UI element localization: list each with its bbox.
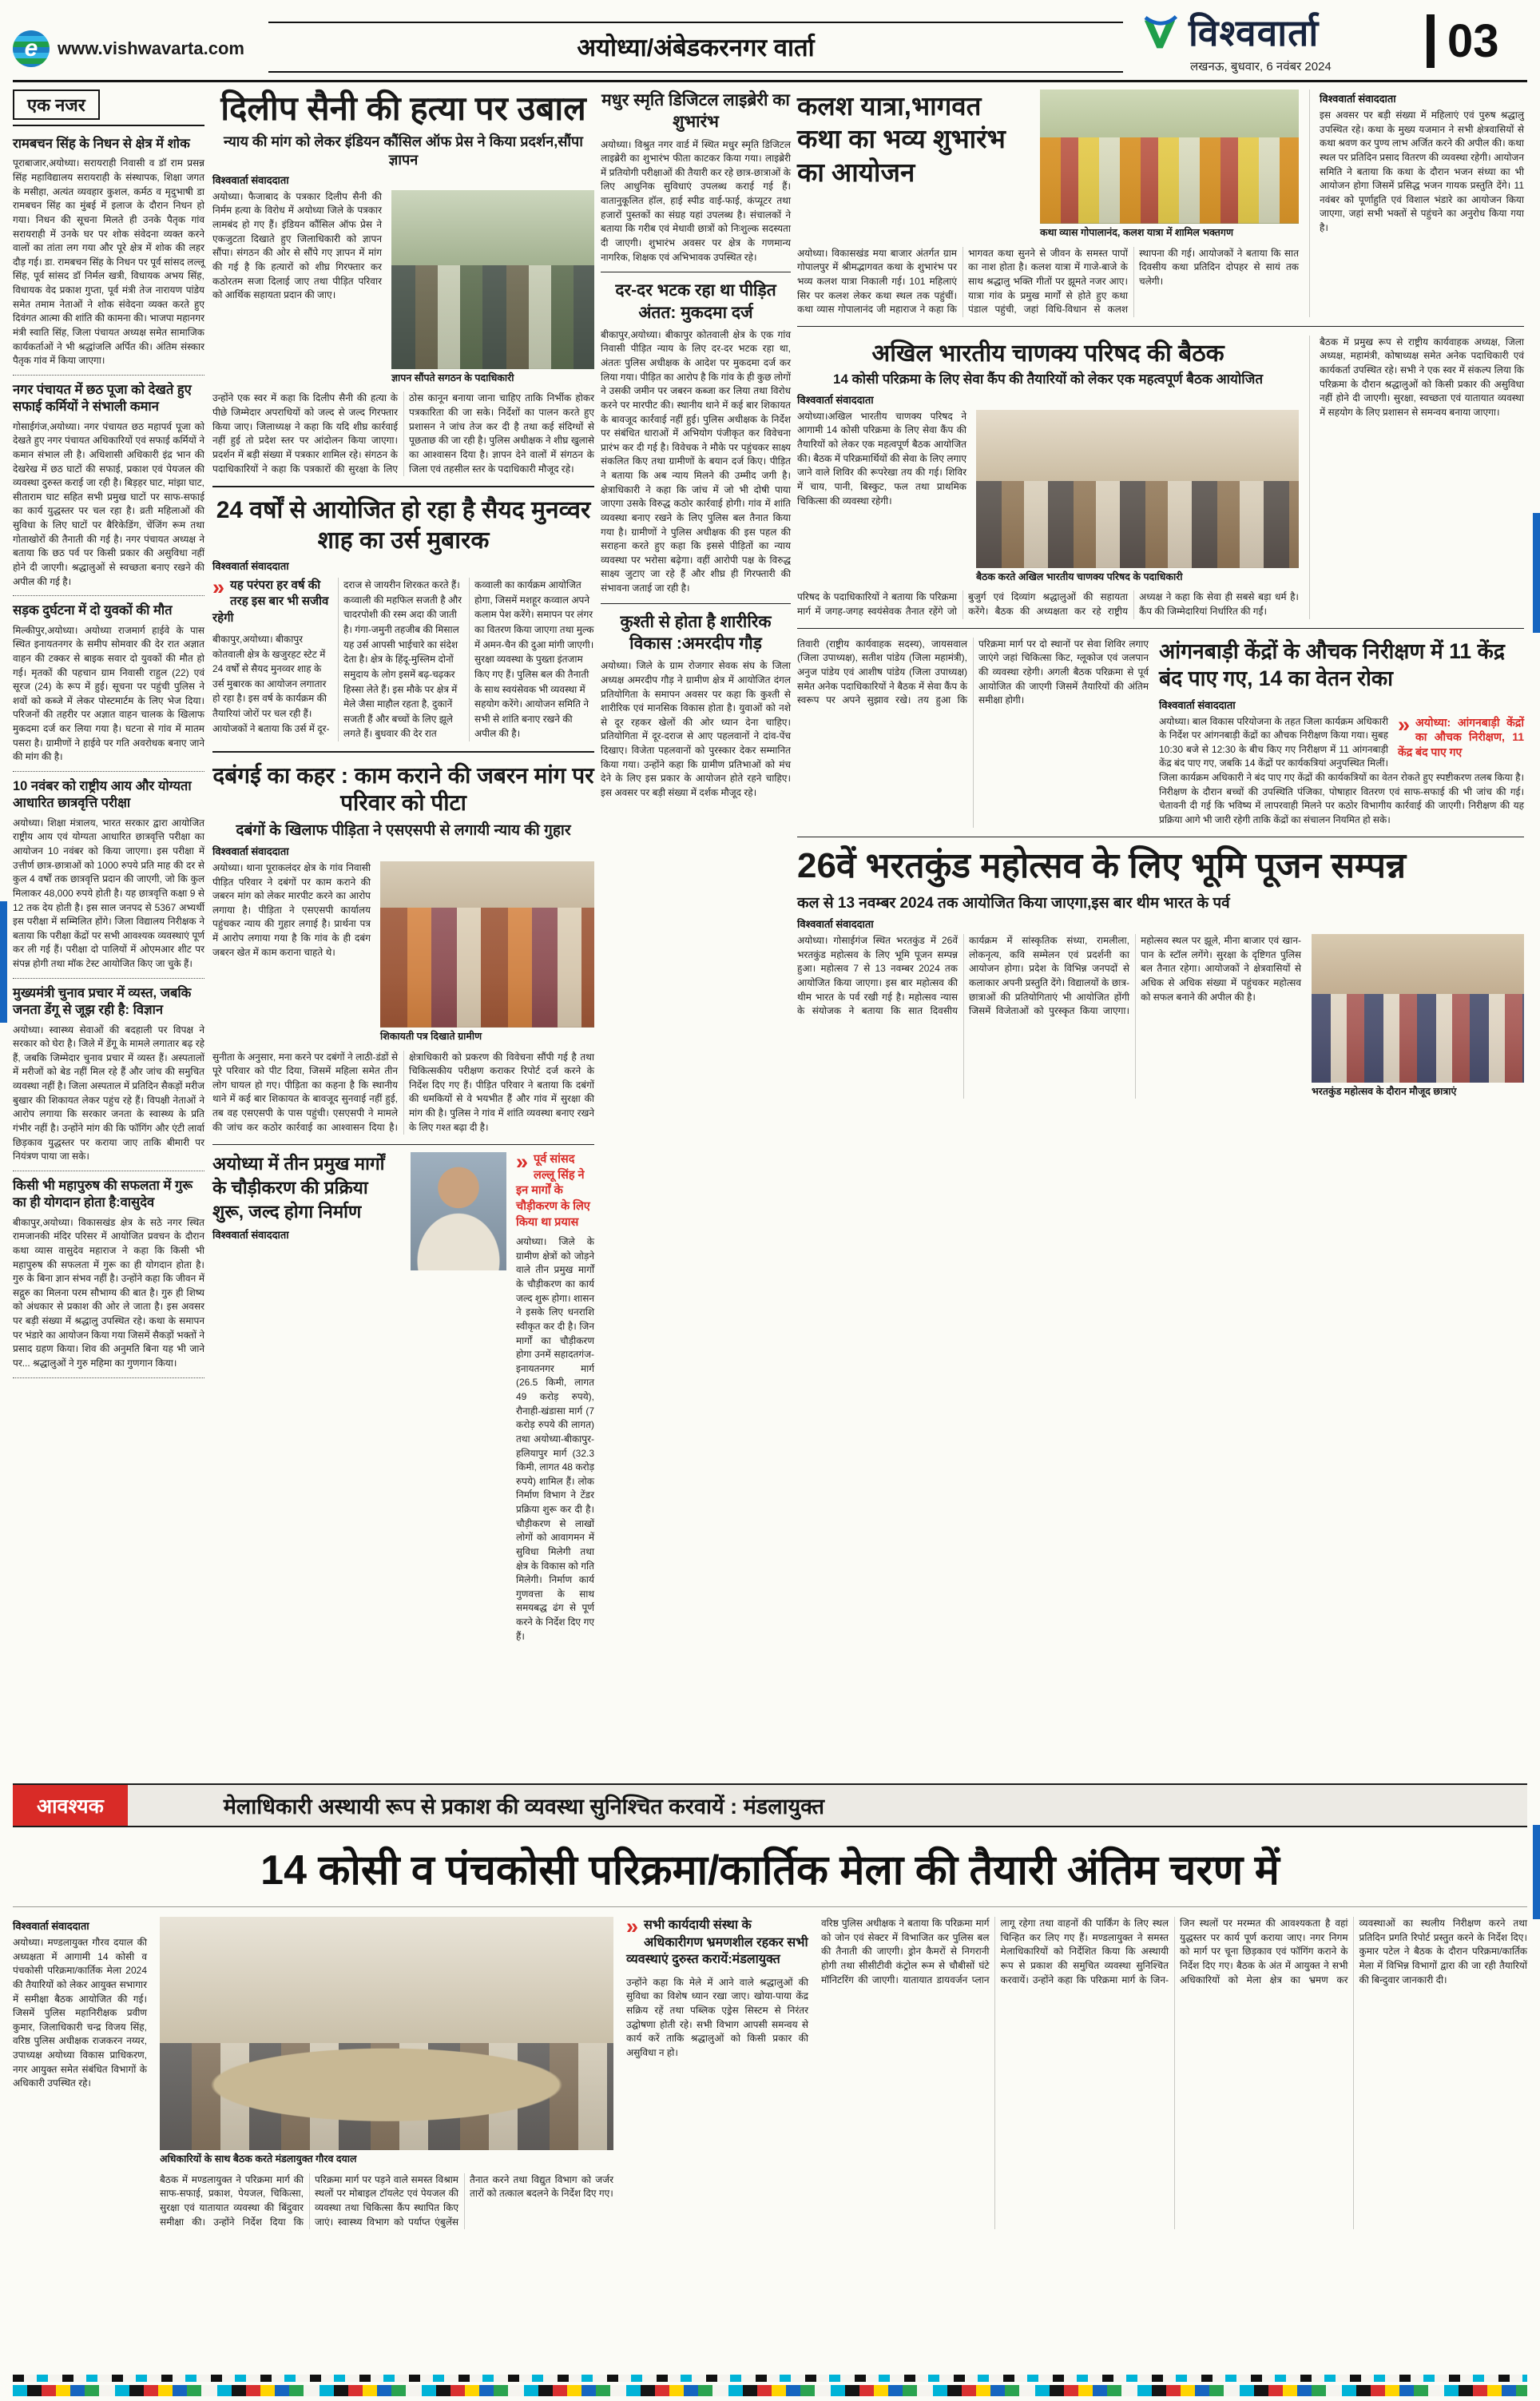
headline: 26वें भरतकुंड महोत्सव के लिए भूमि पूजन सम्पन्न xyxy=(797,845,1407,885)
notice-text: मेलाधिकारी अस्थायी रूप से प्रकाश की व्यवस्था सुनिश्चित करवायें : मंडलायुक्त xyxy=(223,1795,825,1819)
globe-e-icon: e xyxy=(13,30,50,67)
urs-story xyxy=(212,486,594,753)
mid-column xyxy=(601,89,791,815)
byline: विश्ववार्ता संवाददाता xyxy=(212,560,289,573)
brief-article xyxy=(13,979,204,1171)
article-title: किसी भी महापुरुष की सफलता में गुरू का ही योगदान होता है:वासुदेव xyxy=(13,1178,193,1210)
pull-quote-text: सभी कार्यदायी संस्था के अधिकारीगण भ्रमणशील रहकर सभी व्यवस्थाएं दुरुस्त करायें:मंडलायुक्त xyxy=(626,1918,808,1967)
bharatkund-story xyxy=(797,837,1524,1099)
story-text: बीकापुर,अयोध्या। बीकापुर कोतवाली क्षेत्र के खजुरहट स्टेट में 24 वर्षों से सैयद मुनव्वर शाह के उर्स मुबारक का आयोजन लगातार हो रहा है। इस वर्ष के कार्यक्रम की तैयारियां जोरों पर चल रही हैं। आयोजकों ने बताया कि उर्स में दूर-दराज से जायरीन शिरकत करते हैं। कव्वाली की महफिल सजती है और चादरपोशी की रस्म अदा की जाती है। गंगा-जमुनी तहजीब की मिसाल यह उर्स आपसी भाईचारे का संदेश देता है। क्षेत्र के हिंदू-मुस्लिम दोनों समुदाय के लोग इसमें बढ़-चढ़कर हिस्सा लेते हैं। इस मौके पर क्षेत्र में मेले जैसा माहौल रहता है, दुकानें सजती हैं और बच्चों के लिए झूले लगते हैं। बुधवार की देर रात कव्वाली का कार्यक्रम आयोजित होगा, जिसमें मशहूर कव्वाल अपने कलाम पेश करेंगे। समापन पर लंगर का वितरण किया जाएगा तथा मुल्क में अमन-चैन की दुआ मांगी जाएगी। सुरक्षा व्यवस्था के पुख्ता इंतजाम किए गए हैं। पुलिस बल की तैनाती के साथ स्वयंसेवक भी व्यवस्था में सहयोग करेंगे। आयोजन समिति ने सभी से शांति बनाए रखने की अपील की है। xyxy=(212,579,594,740)
brief-article xyxy=(13,1171,204,1378)
highlight-text xyxy=(516,1152,594,1230)
byline: विश्ववार्ता संवाददाता xyxy=(1320,93,1396,105)
story-body-continued: परिषद के पदाधिकारियों ने बताया कि परिक्रमा मार्ग में जगह-जगह स्वयंसेवक तैनात रहेंगे जो बुजुर्ग एवं दिव्यांग श्रद्धालुओं की सहायता करेंगे। बैठक की अध्यक्षता कर रहे राष्ट्रीय अध्यक्ष ने कहा कि सेवा ही सबसे बड़ा धर्म है। कैंप की जिम्मेदारियां निर्धारित की गईं। xyxy=(797,591,1299,618)
photo-caption: बैठक करते अखिल भारतीय चाणक्य परिषद के पदाधिकारी xyxy=(976,570,1183,582)
story-photo-figure xyxy=(1040,89,1299,240)
story-body-continued: उन्होंने एक स्वर में कहा कि दिलीप सैनी की हत्या के पीछे जिम्मेदार अपराधियों को जल्द से जल्द गिरफ्तार किया जाए। जिलाध्यक्ष ने कहा कि यदि शीघ्र कार्रवाई नहीं हुई तो प्रदेश स्तर पर आंदोलन किया जाएगा। प्रदर्शन में बड़ी संख्या में पत्रकार शामिल रहे। संगठन के पदाधिकारियों ने कहा कि पत्रकारों की सुरक्षा के लिए ठोस कानून बनाया जाना चाहिए ताकि निर्भीक होकर पत्रकारिता की जा सके। निर्देशों का पालन करते हुए प्रशासन ने जांच तेज कर दी है तथा कई संदिग्धों से पूछताछ की जा रही है। पुलिस अधीक्षक ने शीघ्र खुलासे का आश्वासन दिया है। ज्ञापन देने वालों में संगठन के जिला एवं तहसील स्तर के पदाधिकारी मौजूद रहे। xyxy=(212,392,594,475)
story-photo-figure xyxy=(411,1152,506,1644)
pull-quote xyxy=(212,575,332,626)
article-title: नगर पंचायत में छठ पूजा को देखते हुए सफाई कर्मियों ने संभाली कमान xyxy=(13,382,192,415)
story-body-wrap xyxy=(1159,712,1524,828)
article-body: मिल्कीपुर,अयोध्या। अयोध्या राजमार्ग हाईवे के पास स्थित इनायतनगर के समीप सोमवार की देर रात अज्ञात वाहन की टक्कर से बाइक सवार दो युवकों की मौत हो गई। मृतकों की पहचान ग्राम निवासी राहुल (22) एवं सूरज (24) के रूप में हुई। सूचना पर पहुंची पुलिस ने शवों को कब्जे में लेकर पोस्टमार्टम के लिए भेज दिया। परिजनों की तहरीर पर अज्ञात वाहन चालक के खिलाफ मुकदमा दर्ज कर लिया गया है। घटना से गांव में मातम पसरा है। ग्रामीणों ने हाईवे पर गति अवरोधक बनाए जाने की मांग की है। xyxy=(13,624,204,763)
commissioner-meeting-photo xyxy=(160,1917,613,2150)
story-body-continued: सुनीता के अनुसार, मना करने पर दबंगों ने लाठी-डंडों से पूरे परिवार को पीट दिया, जिसमें महिला समेत तीन लोग घायल हो गए। पीड़िता का कहना है कि स्थानीय थाने में कई बार शिकायत के बावजूद सुनवाई नहीं हुई, तब वह एसएसपी के पास पहुंची। एसएसपी ने मामले की जांच कर कठोर कार्रवाई का आश्वासन दिया है। क्षेत्राधिकारी को प्रकरण की विवेचना सौंपी गई है तथा चिकित्सकीय परीक्षण कराकर रिपोर्ट दर्ज करने के निर्देश दिए गए हैं। पीड़ित परिवार ने बताया कि दबंगों की धमकियों से वे भयभीत हैं और गांव में सुरक्षा की मांग की है। पुलिस ने गांव में शांति व्यवस्था बनाए रखने के लिए गश्त बढ़ा दी है। xyxy=(212,1051,594,1133)
section-rule xyxy=(13,125,204,126)
paper-name: विश्ववार्ता xyxy=(1189,12,1320,54)
byline: विश्ववार्ता संवाददाता xyxy=(797,393,874,406)
pull-quote xyxy=(1398,712,1524,761)
kalash-yatra-story xyxy=(797,89,1524,327)
headline: कलश यात्रा,भागवत कथा का भव्य शुभारंभ का आयोजन xyxy=(797,91,1006,187)
pull-quote-icon: » xyxy=(1398,712,1411,737)
site-brand xyxy=(13,30,252,77)
headline: अखिल भारतीय चाणक्य परिषद की बैठक xyxy=(871,340,1224,367)
photo-caption: भरतकुंड महोत्सव के दौरान मौजूद छात्राएं xyxy=(1312,1086,1457,1098)
headline: दिलीप सैनी की हत्या पर उबाल xyxy=(220,89,586,127)
print-edge-mark xyxy=(0,901,7,1023)
story-body-continued: इस अवसर पर बड़ी संख्या में महिलाएं एवं पुरुष श्रद्धालु उपस्थित रहे। कथा के मुख्य यजमान ने सभी क्षेत्रवासियों से कथा श्रवण कर पुण्य लाभ अर्जित करने की अपील की। कथा स्थल पर प्रतिदिन प्रसाद वितरण की व्यवस्था रहेगी। आयोजन समिति ने बताया कि कथा के दौरान भजन संध्या का भी आयोजन होगा जिसमें प्रसिद्ध भजन गायक प्रस्तुति देंगे। 11 नवंबर को पूर्णाहुति एवं विशाल भंडारे का आयोजन किया जाएगा, जहां सभी भक्तों से पहुंचने का अनुरोध किया गया है। xyxy=(1320,109,1524,233)
assault-story xyxy=(212,762,594,1135)
road-widening-story xyxy=(212,1144,594,1644)
lead-story xyxy=(212,89,594,476)
article-body: बीकापुर,अयोध्या। विकासखंड क्षेत्र के सठे नगर स्थित रामजानकी मंदिर परिसर में आयोजित प्रवचन के दौरान कथा व्यास वासुदेव महाराज ने कहा कि किसी भी महापुरुष की सफलता में गुरू का ही योगदान होता है। गुरु के बिना ज्ञान संभव नहीं है। उन्होंने कहा कि जीवन में सद्गुरु का मिलना परम सौभाग्य की बात है। गुरु ही शिष्य को अंधकार से प्रकाश की ओर ले जाता है। इस अवसर पर बड़ी संख्या में श्रद्धालु उपस्थित रहे। कथा के समापन पर भंडारे का आयोजन किया गया जिसमें सैकड़ों भक्तों ने प्रसाद ग्रहण किया। शिव की अनुमति बिना यह भी जाने पर... श्रद्धालुओं ने गुरु महिमा का गुणगान किया। xyxy=(13,1216,204,1369)
mela-quote-column xyxy=(626,1914,808,2229)
chanakya-meeting-story xyxy=(797,327,1524,629)
story-body: अयोध्या। मण्डलायुक्त गौरव दयाल की अध्यक्षता में आगामी 14 कोसी व पंचकोसी परिक्रमा/कार्तिक मेला 2024 की तैयारियों को लेकर आयुक्त सभागार में समीक्षा बैठक आयोजित की गई। जिसमें पुलिस महानिरीक्षक प्रवीण कुमार, जिलाधिकारी चन्द्र विजय सिंह, वरिष्ठ पुलिस अधीक्षक राजकरन नय्यर, उपाध्यक्ष अयोध्या विकास प्राधिकरण, नगर आयुक्त समेत संबंधित विभागों के अधिकारी उपस्थित रहे। xyxy=(13,1937,147,2089)
brief-article xyxy=(13,596,204,772)
meeting-photo xyxy=(976,410,1299,568)
brief-article xyxy=(13,129,204,376)
story-body: अयोध्या। बाल विकास परियोजना के तहत जिला कार्यक्रम अधिकारी के निर्देश पर आंगनबाड़ी केंद्रों का औचक निरीक्षण किया गया। सुबह 10:30 बजे से 12:30 के बीच किए गए निरीक्षण में 11 आंगनबाड़ी केंद्र बंद पाए गए, जबकि 14 केंद्रों पर कार्यकत्रियां अनुपस्थित मिलीं। जिला कार्यक्रम अधिकारी ने बंद पाए गए केंद्रों की कार्यकत्रियों का वेतन रोकते हुए स्पष्टीकरण तलब किया है। निरीक्षण के दौरान बच्चों की उपस्थिति पंजिका, पोषाहार वितरण एवं साफ-सफाई की भी जांच की गई। चेतावनी दी गई कि भविष्य में लापरवाही मिलने पर कठोर विभागीय कार्रवाई की जाएगी। निरीक्षण की यह प्रक्रिया आगे भी जारी रहेगी ताकि केंद्रों का संचालन नियमित हो सके। xyxy=(1159,715,1524,825)
right-band xyxy=(797,89,1524,1099)
subheadline: कल से 13 नवम्बर 2024 तक आयोजित किया जाएगा,इस बार थीम भारत के पर्व xyxy=(797,895,1230,912)
brief-article xyxy=(13,376,204,596)
victim-family-photo xyxy=(380,861,594,1028)
story-body: अयोध्या। विश्रुत नगर वार्ड में स्थित मधुर स्मृति डिजिटल लाइब्रेरी का शुभारंभ फीता काटकर किया गया। लाइब्रेरी में प्रतियोगी परीक्षाओं की तैयारी कर रहे छात्र-छात्राओं के लिए आधुनिक सुविधाएं उपलब्ध कराई गई हैं। वातानुकूलित हॉल, हाई स्पीड वाई-फाई, कंप्यूटर तथा हजारों पुस्तकों का संग्रह यहां उपलब्ध है। संचालकों ने बताया कि गरीब एवं मेधावी छात्रों को निःशुल्क सदस्यता दी जाएगी। शुभारंभ अवसर पर क्षेत्र के गणमान्य नागरिक, शिक्षक एवं अभिभावक उपस्थित रहे। xyxy=(601,138,791,263)
edition-dateline: लखनऊ, बुधवार, 6 नवंबर 2024 xyxy=(1190,60,1332,74)
article-body: अयोध्या। स्वास्थ्य सेवाओं की बदहाली पर विपक्ष ने सरकार को घेरा है। जिले में डेंगू के मामले लगातार बढ़ रहे हैं, जबकि जिम्मेदार चुनाव प्रचार में व्यस्त हैं। अस्पतालों में मरीजों को बेड नहीं मिल रहे हैं और जांच की समुचित व्यवस्था नहीं है। जिला अस्पताल में प्रतिदिन सैकड़ों मरीज बुखार की शिकायत लेकर पहुंच रहे हैं। विपक्षी नेताओं ने आरोप लगाया कि सरकार जनता के स्वास्थ्य के प्रति गंभीर नहीं है। उन्होंने मांग की कि फॉगिंग और एंटी लार्वा छिड़काव युद्धस्तर पर कराया जाए ताकि बीमारी पर नियंत्रण पाया जा सके। xyxy=(13,1024,204,1163)
banner-headline: 14 कोसी व पंचकोसी परिक्रमा/कार्तिक मेला की तैयारी अंतिम चरण में xyxy=(260,1847,1280,1894)
masthead xyxy=(1139,7,1411,74)
article-body: अयोध्या। शिक्षा मंत्रालय, भारत सरकार द्वारा आयोजित राष्ट्रीय आय एवं योग्यता आधारित छात्रवृत्ति परीक्षा का आयोजन 10 नवंबर को किया जाएगा। इस परीक्षा में उत्तीर्ण छात्र-छात्राओं को 1000 रुपये प्रति माह की दर से कुल 4 वर्षों तक छात्रवृत्ति प्रदान की जाएगी, जो कि कुल मिलाकर 48,000 रुपये होती है। यह छात्रवृत्ति कक्षा 9 से 12 तक देय होती है। इस साल जनपद से 5367 अभ्यर्थी इस परीक्षा में सम्मिलित होंगे। जिला विद्यालय निरीक्षक ने बताया कि परीक्षा केंद्रों पर सभी आवश्यक व्यवस्थाएं पूर्ण कर ली गई हैं। परीक्षा दो पालियों में ओएमआर शीट पर संपन्न होगी तथा मॉक टेस्ट आयोजित किए जा चुके हैं। xyxy=(13,817,204,969)
pull-quote-text: अयोध्या: आंगनबाड़ी केंद्रों का औचक निरीक्षण, 11 केंद्र बंद पाए गए xyxy=(1398,715,1524,759)
headline: अयोध्या में तीन प्रमुख मार्गों के चौड़ीकरण की प्रक्रिया शुरू, जल्द होगा निर्माण xyxy=(212,1154,385,1222)
story-body: अयोध्या। विकासखंड मया बाजार अंतर्गत ग्राम गोपालपुर में श्रीमद्भागवत कथा के शुभारंभ पर भव्य कलश यात्रा निकाली गई। 101 महिलाएं सिर पर कलश लेकर कथा स्थल तक पहुंचीं। कथा व्यास गोपालानंद जी महाराज ने कहा कि भागवत कथा सुनने से जीवन के समस्त पापों का नाश होता है। कलश यात्रा में गाजे-बाजे के साथ श्रद्धालु भक्ति गीतों पर झूमते नजर आए। यात्रा गांव के प्रमुख मार्गों से होते हुए कथा पंडाल पहुंची, जहां विधि-विधान से कलश स्थापना की गई। आयोजकों ने बताया कि सात दिवसीय कथा प्रतिदिन दोपहर से सायं तक चलेगी। xyxy=(797,247,1299,316)
story-photo-figure xyxy=(976,410,1299,584)
story-body-continued: वरिष्ठ पुलिस अधीक्षक ने बताया कि परिक्रमा मार्ग को जोन एवं सेक्टर में विभाजित कर पुलिस बल की तैनाती की जाएगी। ड्रोन कैमरों से निगरानी होगी तथा सीसीटीवी कंट्रोल रूम से चौबीसों घंटे मॉनिटरिंग की जाएगी। यातायात डायवर्जन प्लान लागू रहेगा तथा वाहनों की पार्किंग के लिए स्थल चिन्हित कर लिए गए हैं। मण्डलायुक्त ने समस्त मेलाधिकारियों को निर्देशित किया कि अस्थायी रूप से प्रकाश की समुचित व्यवस्था सुनिश्चित करवायें। उन्होंने कहा कि परिक्रमा मार्ग के जिन-जिन स्थलों पर मरम्मत की आवश्यकता है वहां युद्धस्तर पर कार्य पूर्ण कराया जाए। नगर निगम को मार्ग पर चूना छिड़काव एवं फॉगिंग कराने के निर्देश दिए गए। बैठक के अंत में आयुक्त ने सभी अधिकारियों को मेला क्षेत्र का भ्रमण कर व्यवस्थाओं का स्थलीय निरीक्षण करने तथा प्रतिदिन प्रगति रिपोर्ट प्रस्तुत करने के निर्देश दिए। कुमार पटेल ने बैठक के दौरान परिक्रमा/कार्तिक मेला में विभिन्न विभागों द्वारा की जा रही तैयारियों की बिन्दुवार जानकारी दी। xyxy=(821,1918,1527,1986)
story-body: बीकापुर,अयोध्या। बीकापुर कोतवाली क्षेत्र के एक गांव निवासी पीड़ित न्याय के लिए दर-दर भटक रहा था, अंततः पुलिस अधीक्षक के आदेश पर मुकदमा दर्ज कर लिया गया। पीड़ित का आरोप है कि गांव के ही कुछ लोगों ने उसकी जमीन पर जबरन कब्जा कर लिया तथा विरोध करने पर मारपीट की। स्थानीय थाने में कई बार शिकायत के बावजूद कार्रवाई नहीं हुई। पुलिस अधीक्षक के निर्देश पर संबंधित धाराओं में अभियोग पंजीकृत कर विवेचना प्रारंभ कर दी गई है। विवेचक ने मौके पर पहुंचकर साक्ष्य संकलित किए तथा ग्रामीणों के बयान दर्ज किए। पीड़ित ने बताया कि अब न्याय मिलने की उम्मीद जगी है। क्षेत्राधिकारी ने कहा कि जांच में जो भी दोषी पाया जाएगा उसके विरुद्ध कठोर कार्रवाई होगी। गांव में शांति व्यवस्था बनाए रखने के लिए पुलिस बल तैनात किया गया है। ग्रामीणों ने पुलिस अधीक्षक की इस पहल की सराहना करते हुए कहा कि इससे पीड़ितों का न्याय व्यवस्था पर भरोसा बढ़ेगा। वहीं आरोपी पक्ष के विरुद्ध साक्ष्य जुटाए जा रहे हैं और शीघ्र ही गिरफ्तारी की संभावना जताई जा रही है। xyxy=(601,328,791,594)
byline: विश्ववार्ता संवाददाता xyxy=(1159,698,1236,711)
mela-photo-column xyxy=(160,1917,613,2229)
story-photo-figure xyxy=(160,1917,613,2166)
section-banner: अयोध्या/अंबेडकरनगर वार्ता xyxy=(268,22,1123,73)
photo-caption: कथा व्यास गोपालानंद, कलश यात्रा में शामिल भक्तगण xyxy=(1040,227,1234,238)
page-header xyxy=(13,5,1527,77)
section-label: एक नजर xyxy=(13,89,100,120)
one-glance-column xyxy=(13,89,204,1378)
headline: 24 वर्षों से आयोजित हो रहा है सैयद मुनव्वर शाह का उर्स मुबारक xyxy=(216,497,591,554)
brief-article xyxy=(13,772,204,979)
story-body: उन्होंने कहा कि मेले में आने वाले श्रद्धालुओं की सुविधा का विशेष ध्यान रखा जाए। खोया-पाया केंद्र सक्रिय रहें तथा पब्लिक एड्रेस सिस्टम से निरंतर उद्घोषणा होती रहे। सभी विभाग आपसी समन्वय से कार्य करें ताकि श्रद्धालुओं को किसी प्रकार की असुविधा न हो। xyxy=(626,1976,808,2058)
site-url[interactable]: www.vishwavarta.com xyxy=(58,38,244,58)
print-color-strip xyxy=(13,2375,1527,2382)
header-rule xyxy=(13,80,1527,82)
article-body: पूराबाजार,अयोध्या। सरायराही निवासी व डॉ राम प्रसन्न सिंह महाविद्यालय सरायराही के संस्थापक, शिक्षा जगत के मसीहा, अत्यंत व्यवहार कुशल, कर्मठ व मृदुभाषी डा रामबचन सिंह का मुंबई में इलाज के दौरान निधन हो गया। निधन की सूचना मिलते ही उनके पैतृक गांव सरायराही में उनके घर पर शोक संवेदना व्यक्त करने वालों का तांता लग गया और पूरे क्षेत्र में शोक की लहर दौड़ गई। डा. रामबचन सिंह के निधन पर पूर्व सांसद लल्लू सिंह, पूर्व सांसद डॉ निर्मल खत्री, विधायक अभय सिंह, विधायक वेद प्रकाश गुप्ता, पूर्व मंत्री तेज नारायण पांडेय समेत तमाम नेताओं ने शोक संवेदना व्यक्त करते हुए दिवंगत आत्मा की शांति की कामना की। भाजपा महानगर मंत्री स्वाति सिंह, जिला पंचायत अध्यक्ष समेत सामाजिक कार्यकर्ताओं ने भी श्रद्धांजलि अर्पित की। अंतिम संस्कार पैतृक गांव में किया जाएगा। xyxy=(13,157,204,367)
headline: दर-दर भटक रहा था पीड़ित अंतत: मुकदमा दर्ज xyxy=(615,281,776,322)
story-side-column xyxy=(1309,89,1524,317)
pull-quote-icon: » xyxy=(626,1914,639,1938)
photo-caption: शिकायती पत्र दिखाते ग्रामीण xyxy=(380,1030,482,1042)
anganwadi-row xyxy=(797,629,1524,837)
subheadline: दबंगों के खिलाफ पीड़िता ने एसएसपी से लगायी न्याय की गुहार xyxy=(236,822,571,840)
subheadline: 14 कोसी परिक्रमा के लिए सेवा कैंप की तैयारियों को लेकर एक महत्वपूर्ण बैठक आयोजित xyxy=(832,371,1264,387)
procession-photo xyxy=(1040,89,1299,224)
article-title: 10 नवंबर को राष्ट्रीय आय और योग्यता आधारित छात्रवृत्ति परीक्षा xyxy=(13,778,192,811)
mela-lead-column xyxy=(13,1917,147,2229)
story-photo-figure xyxy=(380,861,594,1043)
masthead-v-icon xyxy=(1139,13,1181,51)
photo-caption: अधिकारियों के साथ बैठक करते मंडलायुक्त गौरव दयाल xyxy=(160,2153,357,2164)
headline: मधुर स्मृति डिजिटल लाइब्रेरी का शुभारंभ xyxy=(601,91,790,132)
byline: विश्ववार्ता संवाददाता xyxy=(212,1229,289,1242)
headline: कुश्ती से होता है शारीरिक विकास :अमरदीप गौड़ xyxy=(620,612,772,653)
students-photo xyxy=(1312,934,1524,1083)
article-body: गोसाईगंज,अयोध्या। नगर पंचायत छठ महापर्व पूजा को देखते हुए नगर पंचायत अधिकारियों एवं सफाई कर्मियों ने कमान संभाल ली है। अधिशासी अधिकारी इंद्र भान की देखरेख में छठ घाटों की सफाई, प्रकाश एवं पेयजल की व्यवस्था दुरुस्त कराई जा रही है। बिड़हर घाट, मांझा घाट, सीताराम घाट सहित सभी प्रमुख घाटों पर साफ-सफाई का कार्य युद्धस्तर पर चल रहा है। व्रती महिलाओं की सुविधा के लिए घाटों पर बैरिकेडिंग, चेंजिंग रूम तथा गोताखोरों की तैनाती की गई है। नगर पंचायत अध्यक्ष ने बताया कि छठ पर्व पर किसी प्रकार की असुविधा नहीं होने दी जाएगी। श्रद्धालुओं से स्वच्छता बनाए रखने की अपील की गई है। xyxy=(13,420,204,587)
story-body xyxy=(212,575,594,741)
pull-quote-icon: » xyxy=(516,1150,529,1175)
article-title: रामबचन सिंह के निधन से क्षेत्र में शोक xyxy=(13,137,190,151)
story-body: अयोध्या। फैजाबाद के पत्रकार दिलीप सैनी की निर्मम हत्या के विरोध में अयोध्या जिले के पत्रकार लामबंद हो गए हैं। इंडियन कौंसिल ऑफ प्रेस ने एकजुटता दिखाते हुए जिलाधिकारी को ज्ञापन सौंपा। संगठन की ओर से सौंपे गए ज्ञापन में मांग की गई है कि हत्यारों को शीघ्र गिरफ्तार कर कठोरतम सजा दिलाई जाए तथा पीड़ित परिवार को आर्थिक सहायता प्रदान की जाए। xyxy=(212,190,382,301)
pull-quote xyxy=(626,1914,808,1969)
story-body: अयोध्या। जिले के ग्रामीण क्षेत्रों को जोड़ने वाले तीन प्रमुख मार्गों के चौड़ीकरण का कार्य जल्द शुरू होगा। शासन ने इसके लिए धनराशि स्वीकृत कर दी है। जिन मार्गों का चौड़ीकरण होगा उनमें सहादतगंज-इनायतनगर मार्ग (26.5 किमी, लागत 49 करोड़ रुपये), रौनाही-खंडासा मार्ग (7 करोड़ रुपये की लागत) तथा अयोध्या-बीकापुर-हलियापुर मार्ग (32.3 किमी, लागत 48 करोड़ रुपये) शामिल हैं। लोक निर्माण विभाग ने टेंडर प्रक्रिया शुरू कर दी है। चौड़ीकरण से लाखों लोगों को आवागमन में सुविधा मिलेगी तथा क्षेत्र के विकास को गति मिलेगी। निर्माण कार्य गुणवत्ता के साथ समयबद्ध ढंग से पूर्ण करने के निर्देश दिए गए हैं। xyxy=(516,1236,594,1642)
page-number: 03 xyxy=(1427,14,1527,68)
byline: विश्ववार्ता संवाददाता xyxy=(13,1920,89,1932)
memorandum-photo xyxy=(391,190,594,369)
article-title: मुख्यमंत्री चुनाव प्रचार में व्यस्त, जबकि जनता डेंगू से जूझ रही है: विज्ञान xyxy=(13,985,192,1018)
story-side-column xyxy=(1309,336,1524,619)
chanakya-continued: तिवारी (राष्ट्रीय कार्यवाहक सदस्य), जायसवाल (जिला उपाध्यक्ष), सतीश पांडेय (जिला महामंत्री), अनुज पांडेय एवं आशीष पांडेय (जिला उपाध्यक्ष) समेत अनेक पदाधिकारियों ने बैठक में सेवा कैंप के स्वरूप पर अपने सुझाव रखे। तय हुआ कि परिक्रमा मार्ग पर दो स्थानों पर सेवा शिविर लगाए जाएंगे जहां चिकित्सा किट, ग्लूकोज एवं जलपान की व्यवस्था रहेगी। अगली बैठक परिक्रमा से पूर्व आयोजित की जाएगी जिसमें तैयारियों की अंतिम समीक्षा होगी। xyxy=(797,638,1149,706)
story-body: अयोध्या। थाना पूराकलंदर क्षेत्र के गांव निवासी पीड़ित परिवार ने दबंगों पर काम कराने की जबरन मांग को लेकर मारपीट करने का आरोप लगाया है। पीड़िता ने एसएसपी कार्यालय पहुंचकर न्याय की गुहार लगाई है। प्रार्थना पत्र में आरोप लगाया गया है कि गांव के ही दबंग जबरन खेत में काम कराना चाहते थे। xyxy=(212,861,371,958)
print-color-strip xyxy=(13,2385,1527,2396)
leader-portrait-photo xyxy=(411,1152,506,1270)
story-body: अयोध्या।अखिल भारतीय चाणक्य परिषद ने आगामी 14 कोसी परिक्रमा के लिए सेवा कैंप की तैयारियों को लेकर एक महत्वपूर्ण बैठक आयोजित की। बैठक में परिक्रमार्थियों की सेवा के लिए लगाए जाने वाले शिविर की रूपरेखा तय की गई। शिविर में चाय, पानी, बिस्कुट, फल तथा प्राथमिक चिकित्सा की व्यवस्था रहेगी। xyxy=(797,410,966,507)
print-edge-mark xyxy=(1533,1825,1540,1919)
story-body-continued: बैठक में मण्डलायुक्त ने परिक्रमा मार्ग की साफ-सफाई, प्रकाश, पेयजल, चिकित्सा, सुरक्षा एवं यातायात व्यवस्था की बिंदुवार समीक्षा की। उन्होंने निर्देश दिया कि परिक्रमा मार्ग पर पड़ने वाले समस्त विश्राम स्थलों पर मोबाइल टॉयलेट एवं पेयजल की व्यवस्था तथा चिकित्सा कैंप स्थापित किए जाएं। स्वास्थ्य विभाग को पर्याप्त एंबुलेंस तैनात करने तथा विद्युत विभाग को जर्जर तारों को तत्काल बदलने के निर्देश दिए गए। xyxy=(160,2173,613,2228)
headline: दबंगई का कहर : काम कराने की जबरन मांग पर परिवार को पीटा xyxy=(212,763,594,815)
subheadline: न्याय की मांग को लेकर इंडियन कौंसिल ऑफ प्रेस ने किया प्रदर्शन,सौंपा ज्ञापन xyxy=(224,133,583,169)
story-body: अयोध्या। गोसाईगंज स्थित भरतकुंड में 26वें भरतकुंड महोत्सव के लिए भूमि पूजन सम्पन्न हुआ। महोत्सव 7 से 13 नवम्बर 2024 तक आयोजित किया जाएगा। इस बार महोत्सव की थीम भारत के पर्व रखी गई है। महोत्सव न्यास के संयोजक ने बताया कि सात दिवसीय कार्यक्रम में सांस्कृतिक संध्या, रामलीला, लोकनृत्य, कवि सम्मेलन एवं प्रदर्शनी का आयोजन होगा। प्रदेश के विभिन्न जनपदों से कलाकार अपनी प्रस्तुति देंगे। विद्यालयों के छात्र-छात्राओं की प्रतियोगिताएं भी आयोजित होंगी जिसमें विजेताओं को पुरस्कृत किया जाएगा। महोत्सव स्थल पर झूले, मीना बाजार एवं खान-पान के स्टॉल लगेंगे। सुरक्षा के दृष्टिगत पुलिस बल तैनात रहेगा। आयोजकों ने क्षेत्रवासियों से अधिक से अधिक संख्या में पहुंचकर महोत्सव को सफल बनाने की अपील की है। xyxy=(797,935,1301,1017)
mela-grid xyxy=(13,1906,1527,2229)
notice-strip xyxy=(13,1783,1527,1827)
byline: विश्ववार्ता संवाददाता xyxy=(797,918,874,931)
notice-label: आवश्यक xyxy=(13,1785,128,1826)
pull-quote-icon: » xyxy=(212,575,225,600)
story-photo-figure xyxy=(391,190,594,385)
byline: विश्ववार्ता संवाददाता xyxy=(212,173,289,186)
photo-caption: ज्ञापन सौंपते सगठन के पदाधिकारी xyxy=(391,372,514,384)
story-body: अयोध्या। जिले के ग्राम रोजगार सेवक संघ के जिला अध्यक्ष अमरदीप गौड़ ने ग्रामीण क्षेत्र में आयोजित दंगल प्रतियोगिता के समापन अवसर पर कहा कि कुश्ती से शारीरिक एवं मानसिक विकास होता है। युवाओं को नशे से दूर रहकर खेलों की ओर ध्यान देना चाहिए। प्रतियोगिता में दूर-दराज से आए पहलवानों ने दांव-पेंच दिखाए। विजेता पहलवानों को पुरस्कार देकर सम्मानित किया गया। उन्होंने कहा कि ग्रामीण प्रतिभाओं को मंच देने के लिए इस प्रकार के आयोजन होते रहने चाहिए। इस अवसर पर बड़ी संख्या में दर्शक मौजूद रहे। xyxy=(601,660,791,798)
print-edge-mark xyxy=(1533,513,1540,633)
article-title: सड़क दुर्घटना में दो युवकों की मौत xyxy=(13,603,173,618)
highlight-label: पूर्व सांसद लल्लू सिंह ने इन मार्गों के चौड़ीकरण के लिए किया था प्रयास xyxy=(516,1153,590,1229)
wrestling-story xyxy=(601,611,791,808)
anganwadi-story xyxy=(1159,638,1524,828)
byline: विश्ववार्ता संवाददाता xyxy=(212,845,289,857)
fir-story xyxy=(601,280,791,603)
center-band xyxy=(212,89,594,1644)
headline: आंगनबाड़ी केंद्रों के औचक निरीक्षण में 11 केंद्र बंद पाए गए, 14 का वेतन रोका xyxy=(1159,638,1505,691)
mela-section xyxy=(13,1783,1527,2229)
pull-quote-text: यह परंपरा हर वर्ष की तरह इस बार भी सजीव रहेगी xyxy=(212,578,329,625)
library-story xyxy=(601,89,791,272)
story-body-continued: बैठक में प्रमुख रूप से राष्ट्रीय कार्यवाहक अध्यक्ष, जिला अध्यक्ष, महामंत्री, कोषाध्यक्ष समेत अनेक पदाधिकारी एवं कार्यकर्ता उपस्थित रहे। सभी ने एक स्वर में संकल्प लिया कि परिक्रमा के दौरान श्रद्धालुओं को किसी प्रकार की असुविधा नहीं होने दी जाएगी। सुरक्षा, स्वच्छता एवं यातायात व्यवस्था में सहयोग के लिए प्रशासन से समन्वय बनाया जाएगा। xyxy=(1320,336,1524,418)
story-photo-figure xyxy=(1312,934,1524,1099)
